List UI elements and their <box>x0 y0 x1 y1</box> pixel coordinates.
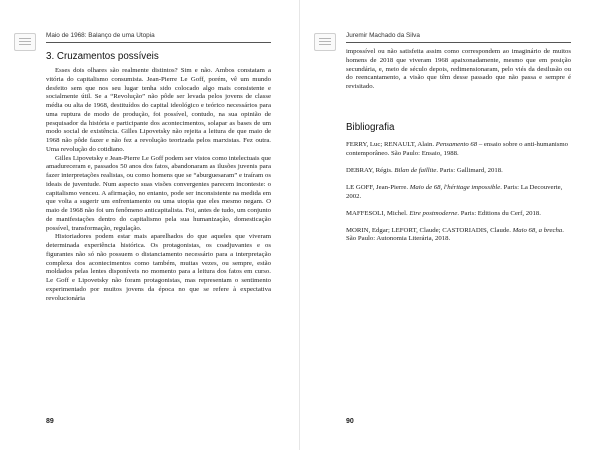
right-page <box>300 0 600 450</box>
document-icon[interactable] <box>314 33 336 51</box>
paragraph: Historiadores podem estar mais aparelhados do que aqueles que viveram determinada experiência histórica. Os protagonistas, os coadjuvantes e os figurantes não só não possuem o distanciamento necessário para a interpretação complexa dos acontecimentos como também, muitas vezes, ou sempre, estão moldados pelas lentes disponíveis no momento para a leitura dos fatos em curso. Le Goff e Lipovetsky não foram protagonistas, mas representam o sentimento experimentado por muitos jovens da época no que se refere à expectativa revolucionária <box>46 233 271 302</box>
running-head: Maio de 1968: Balanço de uma Utopia <box>46 32 155 39</box>
page-number: 90 <box>346 418 354 425</box>
bibliography-title: Bibliografia <box>346 122 395 133</box>
bibliography-entry: LE GOFF, Jean-Pierre. Maio de 68, l'héritage impossible. Paris: La Decouverte, 2002. <box>346 183 563 200</box>
header-rule <box>346 42 571 43</box>
document-icon[interactable] <box>14 33 36 51</box>
bibliography-list <box>346 141 571 252</box>
body-text <box>346 48 571 92</box>
running-head: Juremir Machado da Silva <box>346 32 420 39</box>
page-number: 89 <box>46 418 54 425</box>
bibliography-entry: FERRY, Luc; RENAULT, Alain. Pensamento 68 – ensaio sobre o anti-humanismo contemporâneo. São Paulo: Ensaio, 1988. <box>346 141 569 157</box>
bibliography-entry: DEBRAY, Régis. Bilan de faillite. Paris: Gallimard, 2018. <box>346 166 503 174</box>
paragraph: Gilles Lipovetsky e Jean-Pierre Le Goff podem ser vistos como intelectuais que amadureceram e, passados 50 anos dos fatos, abandonaram as ilusões juvenis para fazer interpretações realistas, ou como homens que se “aburguesaram” e traíram os ideais de juventude. Num aspecto suas visões convergentes parecem inconteste: o capitalismo venceu. A afirmação, no entanto, pode ser inconsistente na medida em que volta a sugerir um enfrentamento ou uma utopia que eles mesmo negam. O maio de 1968 não foi um fenômeno anticapitalista. Foi, antes de tudo, um conjunto de manifestações dentro do capitalismo pela sua humanização, domesticação possível, transformação, regulação. <box>46 154 271 232</box>
section-title: 3. Cruzamentos possíveis <box>46 51 159 62</box>
bibliography-entry: MORIN, Edgar; LEFORT, Claude; CASTORIADIS, Claude. Maio 68, a brecha. São Paulo: Autonomia Literária, 2018. <box>346 226 564 243</box>
paragraph: Esses dois olhares são realmente distintos? Sim e não. Ambos constatam a vitória do capitalismo consumista. Jean-Pierre Le Goff, porém, vê um mundo desfeito sem que nos seu lugar tenha sido colocado algo mais consistente e socialmente útil. Se a “Revolução” não pôde ser levada pelos jovens de classe média ou alta de 1968, destituídos do capital ideológico e teórico necessários para uma ruptura de modo de produção, foi possível, contudo, na sua opinião de pesquisador da história e participante dos acontecimentos, solapar as bases de um modo social de existência. Gilles Lipovetsky não rejeita a leitura de que maio de 1968 não pôde fazer e não fez a revolução teorizada pelos marxistas. Fez outra. Uma revolução do cotidiano. <box>46 67 271 153</box>
header-rule <box>46 42 271 43</box>
body-text <box>46 67 271 303</box>
bibliography-entry: MAFFESOLI, Michel. Etre postmoderne. Paris: Editions du Cerf, 2018. <box>346 209 541 217</box>
paragraph: impossível ou não satisfeita assim como correspondem ao imaginário de muitos homens de 2018 que viveram 1968 apaixonadamente, mesmo que em posição secundária, e, meio de século depois, redimensionaram, pelo viés da desilusão ou do reencantamento, a visão que têm desse passado que não passa e sempre é revisitado. <box>346 48 571 90</box>
